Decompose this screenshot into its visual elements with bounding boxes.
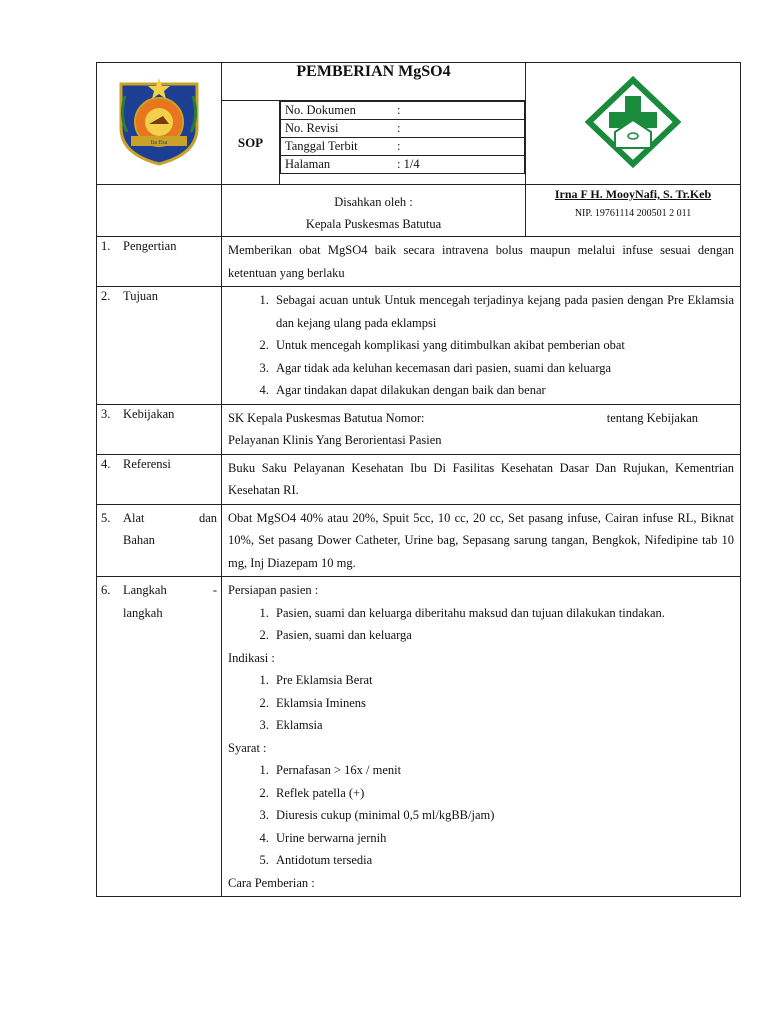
row-label-referensi: 4. Referensi bbox=[97, 454, 222, 504]
puskesmas-logo-cell bbox=[526, 63, 741, 185]
document-meta bbox=[280, 101, 526, 185]
row-label-tujuan: 2. Tujuan bbox=[97, 287, 222, 405]
signatory-nip: NIP. 19761114 200501 2 011 bbox=[574, 208, 692, 219]
meta-row-halaman: Halaman : 1/4 bbox=[281, 156, 525, 174]
emblem-motto: Ita Esa bbox=[150, 139, 168, 146]
approval-position: Kepala Puskesmas Batutua bbox=[305, 217, 442, 231]
approval-label: Disahkan oleh : bbox=[334, 195, 413, 209]
list-item: 1. Pre Eklamsia Berat bbox=[272, 669, 734, 692]
puskesmas-cross-icon bbox=[585, 76, 681, 168]
referensi-text: Buku Saku Pelayanan Kesehatan Ibu Di Fasilitas Kesehatan Dasar Dan Rujukan, Kementrian Kesehatan RI. bbox=[222, 454, 741, 504]
meta-row-revisi: No. Revisi : bbox=[281, 120, 525, 138]
row-label-alat-bahan: 5. Alat dan Bahan bbox=[97, 504, 222, 577]
meta-row-tanggal: Tanggal Terbit : bbox=[281, 138, 525, 156]
syarat-heading: Syarat : bbox=[228, 740, 267, 755]
alat-bahan-text: Obat MgSO4 40% atau 20%, Spuit 5cc, 10 cc, 20 cc, Set pasang infuse, Cairan infuse RL, Biknat 10%, Set pasang Dower Catheter, Urine bag, Sepasang sarung tangan, Bengkok, Nifedipine tab 10 mg, Inj Diazepam 10 mg. bbox=[222, 504, 741, 577]
tujuan-list bbox=[222, 287, 741, 405]
list-item: 3. Diuresis cukup (minimal 0,5 ml/kgBB/jam) bbox=[272, 804, 734, 827]
row-label-langkah: 6. Langkah - langkah bbox=[97, 577, 222, 897]
meta-row-dokumen: No. Dokumen : bbox=[281, 102, 525, 120]
list-item: 2. Pasien, suami dan keluarga bbox=[272, 624, 734, 647]
list-item: 3. Eklamsia bbox=[272, 714, 734, 737]
list-item: 2. Untuk mencegah komplikasi yang ditimbulkan akibat pemberian obat bbox=[272, 334, 734, 357]
approval-block bbox=[222, 185, 526, 237]
document-title: PEMBERIAN MgSO4 bbox=[222, 63, 526, 101]
kebijakan-text: SK Kepala Puskesmas Batutua Nomor: tentang Kebijakan Pelayanan Klinis Yang Berorientasi Pasien bbox=[222, 404, 741, 454]
regency-logo-cell bbox=[97, 63, 222, 185]
row-label-kebijakan: 3. Kebijakan bbox=[97, 404, 222, 454]
persiapan-heading: Persiapan pasien : bbox=[228, 583, 319, 597]
list-item: 2. Eklamsia Iminens bbox=[272, 692, 734, 715]
cara-pemberian-heading: Cara Pemberian : bbox=[228, 875, 315, 890]
list-item: 1. Pernafasan > 16x / menit bbox=[272, 759, 734, 782]
approval-empty-cell bbox=[97, 185, 222, 237]
regency-emblem-icon bbox=[111, 76, 207, 168]
list-item: 1. Sebagai acuan untuk Untuk mencegah terjadinya kejang pada pasien dengan Pre Eklamsia dan kejang ulang pada eklampsi bbox=[272, 289, 734, 334]
list-item: 2. Reflek patella (+) bbox=[272, 782, 734, 805]
list-item: 4. Urine berwarna jernih bbox=[272, 827, 734, 850]
signatory-name: Irna F H. MooyNafi, S. Tr.Keb bbox=[554, 187, 712, 201]
sop-table bbox=[96, 62, 741, 897]
signatory-block bbox=[526, 185, 741, 237]
pengertian-text: Memberikan obat MgSO4 baik secara intravena bolus maupun melalui infuse sesuai dengan ketentuan yang berlaku bbox=[222, 237, 741, 287]
indikasi-heading: Indikasi : bbox=[228, 650, 275, 665]
list-item: 4. Agar tindakan dapat dilakukan dengan baik dan benar bbox=[272, 379, 734, 402]
langkah-content bbox=[222, 577, 741, 897]
sop-label: SOP bbox=[222, 101, 280, 185]
list-item: 1. Pasien, suami dan keluarga diberitahu maksud dan tujuan dilakukan tindakan. bbox=[272, 602, 734, 625]
list-item: 5. Antidotum tersedia bbox=[272, 849, 734, 872]
sop-document bbox=[96, 62, 740, 897]
row-label-pengertian: 1. Pengertian bbox=[97, 237, 222, 287]
list-item: 3. Agar tidak ada keluhan kecemasan dari pasien, suami dan keluarga bbox=[272, 357, 734, 380]
